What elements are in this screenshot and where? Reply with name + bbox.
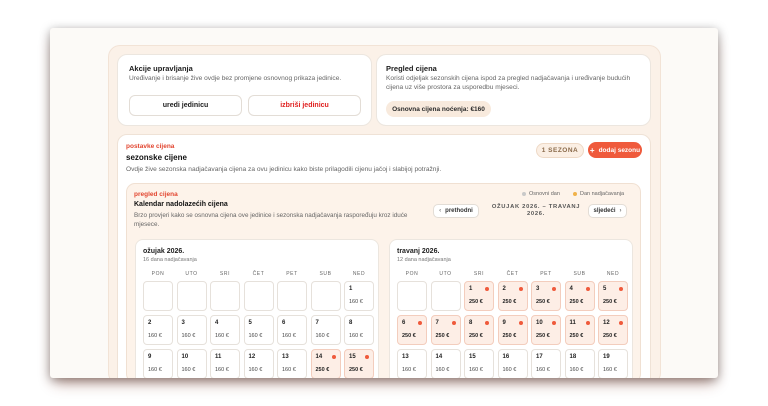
day-number: 9 [502,320,506,326]
day-price: 250 € [502,299,517,305]
calendar-eyebrow: pregled cijena [134,191,178,198]
day-cell[interactable] [431,315,461,345]
day-price: 160 € [215,333,229,339]
day-price: 160 € [215,367,229,373]
legend-base-day [522,191,560,197]
chevron-right-icon: › [619,208,622,214]
empty-day-cell [277,281,307,311]
empty-day-cell [177,281,207,311]
seasonal-eyebrow: postavke cijena [126,143,175,150]
calendar-description-2: mjesece. [134,221,160,228]
seasonal-description: Ovdje žive sezonska nadjačavanja cijena za ovu jedinicu kako biste prilagodili cijenu jačoj i slabijoj potražnji. [126,166,442,173]
price-calendar-panel [126,183,641,378]
day-price: 160 € [282,367,296,373]
month-card [389,239,633,378]
weekday-header: NED [606,271,620,277]
override-dot [485,321,489,325]
day-price: 160 € [248,333,263,339]
day-cell[interactable] [344,281,374,311]
delete-unit-button[interactable]: izbriši jedinicu [248,95,361,116]
weekday-header: UTO [439,271,452,277]
day-number: 8 [469,320,473,326]
day-price: 250 € [349,367,363,373]
day-number: 8 [349,320,353,326]
actions-subtitle: Uređivanje i brisanje žive ovdje bez promjene osnovnog prikaza jedinice. [129,75,342,82]
weekday-header: PET [540,271,552,277]
day-price: 250 € [536,333,550,339]
next-label: sljedeći [593,208,616,214]
empty-day-cell [431,281,461,311]
day-number: 7 [435,320,439,326]
day-number: 13 [402,354,409,360]
override-dot [586,287,590,291]
weekday-header: SRI [219,271,231,277]
override-dot [365,355,369,359]
override-dot [619,321,623,325]
month-title: ožujak 2026. [143,248,185,255]
day-price: 250 € [469,333,483,339]
unit-pricing-panel [108,45,661,378]
day-price: 250 € [315,367,330,373]
day-price: 250 € [402,333,416,339]
day-price: 250 € [569,333,584,339]
day-cell[interactable] [498,315,528,345]
day-number: 18 [569,354,577,360]
day-price: 250 € [502,333,517,339]
override-dot [485,287,489,291]
day-price: 160 € [603,367,617,373]
actions-title: Akcije upravljanja [129,64,193,73]
calendar-description-1: Brzo provjeri kako se osnovna cijena ove jedinice i sezonska nadjačavanja raspoređuju kroz iduće [134,212,408,219]
day-price: 160 € [248,367,263,373]
day-cell[interactable] [277,315,307,345]
weekday-header: PON [405,271,419,277]
day-cell[interactable] [464,349,494,378]
weekday-header: NED [352,271,366,277]
day-cell[interactable] [598,349,628,378]
day-number: 12 [603,320,610,326]
day-price: 160 € [435,367,450,373]
override-dot [552,321,556,325]
price-overview-title: Pregled cijena [386,64,437,73]
calendar-title: Kalendar nadolazećih cijena [134,201,228,208]
day-cell[interactable] [311,349,341,378]
day-cell[interactable] [143,315,173,345]
empty-day-cell [210,281,240,311]
price-overview-card [376,54,651,126]
plus-icon: + [589,145,595,155]
price-overview-subtitle-1: Koristi odjeljak sezonskih cijena ispod za pregled nadjačavanja i uređivanje budućih [386,75,631,82]
weekday-header: PON [151,271,165,277]
day-cell[interactable] [177,349,207,378]
legend-override-day [573,191,624,197]
empty-day-cell [143,281,173,311]
seasonal-title: sezonske cijene [126,153,187,162]
day-cell[interactable] [498,281,528,311]
day-number: 9 [148,354,152,360]
weekday-header: ČET [506,271,519,277]
day-number: 17 [536,354,543,360]
day-number: 1 [469,286,473,292]
day-price: 160 € [349,333,363,339]
date-range-label-2: 2026. [526,211,545,217]
season-count-badge: 1 SEZONA [536,143,584,158]
next-month-button[interactable] [588,204,627,218]
base-day-dot [522,192,526,196]
month-card [135,239,379,378]
override-dot [519,287,523,291]
day-cell[interactable] [431,349,461,378]
day-price: 160 € [402,367,416,373]
day-price: 160 € [282,333,296,339]
day-price: 250 € [569,299,584,305]
day-number: 6 [402,320,406,326]
actions-card [117,54,372,126]
day-number: 3 [181,320,185,326]
day-price: 160 € [502,367,517,373]
day-price: 160 € [181,333,196,339]
day-price: 250 € [435,333,450,339]
day-cell[interactable] [531,315,561,345]
weekday-header: PET [286,271,298,277]
day-number: 2 [502,286,506,292]
override-day-dot [573,192,577,196]
day-number: 10 [181,354,189,360]
day-number: 15 [349,354,356,360]
day-number: 7 [315,320,319,326]
override-dot [452,321,456,325]
day-cell[interactable] [498,349,528,378]
add-season-button[interactable] [588,142,642,158]
prev-label: prethodni [445,208,473,214]
day-price: 160 € [469,367,483,373]
weekday-header: SUB [573,271,586,277]
day-number: 2 [148,320,152,326]
override-dot [418,321,422,325]
day-cell[interactable] [277,349,307,378]
day-cell[interactable] [244,315,274,345]
weekday-header: ČET [252,271,265,277]
day-price: 160 € [569,367,584,373]
day-cell[interactable] [464,315,494,345]
empty-day-cell [311,281,341,311]
day-price: 250 € [603,299,617,305]
day-cell[interactable] [244,349,274,378]
override-dot [552,287,556,291]
day-cell[interactable] [397,315,427,345]
day-cell[interactable] [143,349,173,378]
day-cell[interactable] [464,281,494,311]
add-season-label: dodaj sezonu [598,146,641,154]
day-price: 160 € [536,367,550,373]
chevron-left-icon: ‹ [439,208,442,214]
weekday-header: UTO [185,271,198,277]
override-dot [332,355,336,359]
day-number: 1 [349,286,353,292]
seasonal-pricing-section [117,134,651,378]
day-price: 160 € [148,367,162,373]
day-cell[interactable] [344,315,374,345]
day-cell[interactable] [311,315,341,345]
day-cell[interactable] [344,349,374,378]
day-number: 6 [282,320,286,326]
date-range-label-1: OŽUJAK 2026. – TRAVANJ [491,204,581,210]
prev-month-button[interactable] [433,204,479,218]
day-number: 15 [469,354,476,360]
override-dot [519,321,523,325]
month-title: travanj 2026. [397,248,440,255]
day-number: 5 [603,286,607,292]
day-price: 160 € [315,333,330,339]
day-cell[interactable] [598,281,628,311]
edit-unit-button[interactable]: uredi jedinicu [129,95,242,116]
day-number: 19 [603,354,610,360]
override-dot [586,321,590,325]
day-number: 5 [248,320,252,326]
day-price: 250 € [469,299,483,305]
override-dot [619,287,623,291]
empty-day-cell [397,281,427,311]
weekday-header: SRI [473,271,485,277]
day-cell[interactable] [397,349,427,378]
day-number: 4 [569,286,573,292]
day-cell[interactable] [565,349,595,378]
day-number: 11 [569,320,576,326]
day-number: 11 [215,354,222,360]
day-number: 12 [248,354,256,360]
day-number: 3 [536,286,540,292]
day-price: 250 € [536,299,550,305]
day-cell[interactable] [598,315,628,345]
day-cell[interactable] [531,349,561,378]
day-price: 160 € [148,333,162,339]
day-cell[interactable] [210,349,240,378]
day-number: 10 [536,320,543,326]
base-price-badge: Osnovna cijena noćenja: €160 [386,101,491,117]
day-cell[interactable] [565,315,595,345]
legend-base-label: Osnovni dan [529,191,560,197]
day-price: 160 € [181,367,196,373]
legend-override-label: Dan nadjačavanja [580,191,625,197]
month-override-count: 12 dana nadjačavanja [397,257,451,263]
day-price: 250 € [603,333,617,339]
day-price: 160 € [349,299,363,305]
day-number: 14 [315,354,323,360]
app-window [50,28,718,378]
day-number: 13 [282,354,289,360]
day-cell[interactable] [531,281,561,311]
price-overview-subtitle-2: cijena uz više prostora za usporedbu mjeseci. [386,84,520,91]
day-number: 16 [502,354,510,360]
month-override-count: 16 dana nadjačavanja [143,257,197,263]
weekday-header: SUB [319,271,332,277]
day-cell[interactable] [210,315,240,345]
day-number: 14 [435,354,443,360]
day-cell[interactable] [565,281,595,311]
empty-day-cell [244,281,274,311]
day-cell[interactable] [177,315,207,345]
day-number: 4 [215,320,219,326]
